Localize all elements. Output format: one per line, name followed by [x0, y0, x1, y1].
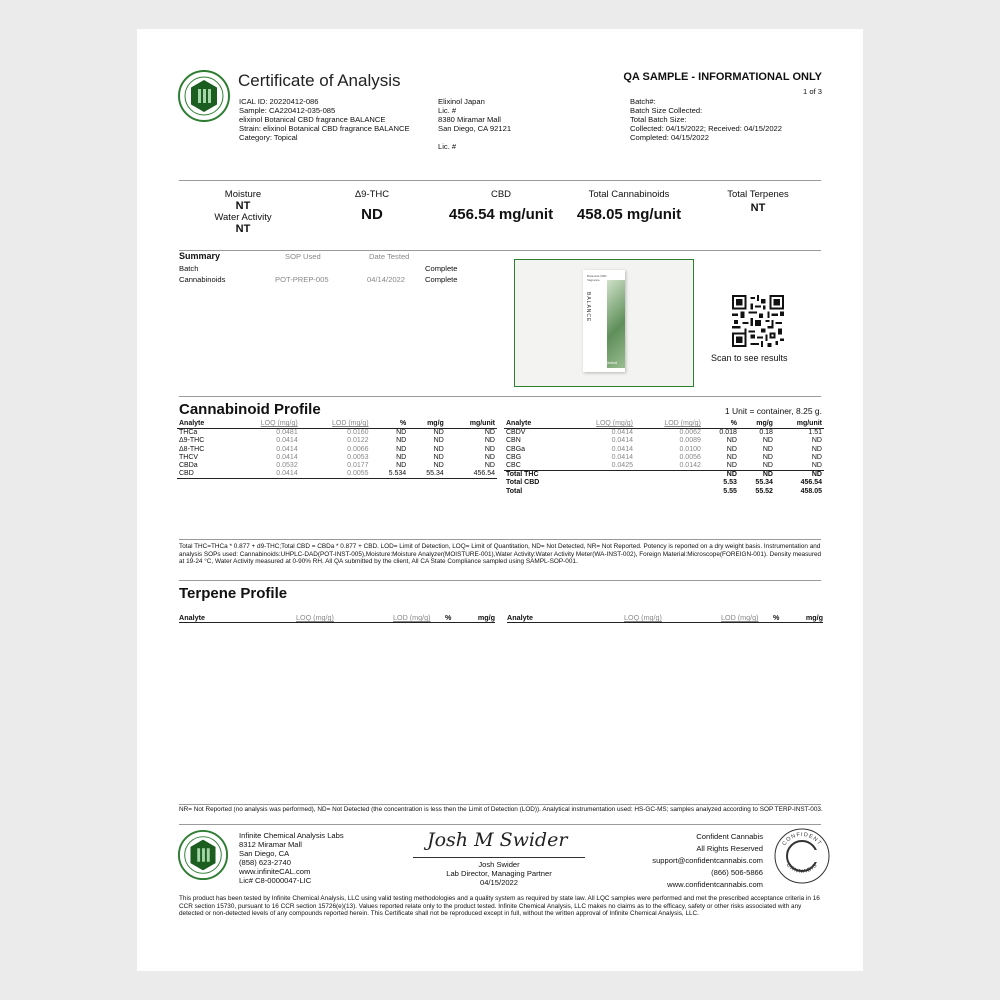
cell: 1.51	[808, 429, 822, 437]
cell: ND	[726, 453, 737, 461]
date-header: Date Tested	[369, 252, 410, 261]
product-logo: elixinol	[605, 360, 618, 365]
cc-ring-top: CONFIDENT	[781, 831, 823, 847]
cell	[635, 488, 703, 496]
cell: ND	[433, 462, 444, 470]
cell: THCa	[179, 429, 198, 437]
cell: 0.0089	[679, 437, 701, 445]
cell: 0.0062	[679, 429, 701, 437]
cell: ND	[396, 429, 407, 437]
terpene-footnote: NR= Not Reported (no analysis was performed), ND= Not Detected (the concentration is less then the Limit of Detection (LOD)). Analytical instrumentation used: HS-GC-MS; samples analyzed according to SOP TERP-INST-003.	[179, 806, 823, 813]
cell: ND	[703, 462, 739, 471]
summary-title: Summary	[179, 251, 221, 261]
cbd-stat: CBD 456.54 mg/unit	[448, 189, 554, 223]
summary-row: Cannabinoids POT-PREP-005 04/14/2022 Complete	[179, 275, 458, 284]
terpene-header-right: Analyte LOQ (mg/g) LOD (mg/g) % mg/g	[507, 613, 823, 622]
cell	[566, 488, 635, 496]
cannabinoid-table-right: Analyte LOQ (mg/g) LOD (mg/g) % mg/g mg/unit CBDV 0.0414 0.0062 0.018 0.18 1.51 CBN 0.0414 0.0089 ND ND ND CBGa 0.0414 0.0100 ND ND ND CBG 0.0414 0.0056 ND ND ND CBC 0.0425 0.0142 ND ND ND Total THC ND ND ND Total CBD 5.53 55.34 456.54 Total 5.55 55.52 458.05	[506, 420, 822, 495]
terpene-header-left: Analyte LOQ (mg/g) LOD (mg/g) % mg/g	[179, 613, 495, 622]
terpene-title: Terpene Profile	[179, 585, 288, 602]
cell	[566, 471, 635, 480]
total-row	[504, 471, 824, 480]
total-cannabinoids-stat: Total Cannabinoids 458.05 mg/unit	[576, 189, 682, 223]
cell: 0.0414	[228, 470, 300, 479]
cell: ND	[433, 445, 444, 453]
cannabinoid-title: Cannabinoid Profile	[179, 401, 321, 418]
cannabinoid-table-left: Analyte LOQ (mg/g) LOD (mg/g) % mg/g mg/unit THCa 0.0481 0.0160 ND ND ND Δ9-THC 0.0414 0.0122 ND ND ND Δ8-THC 0.0414 0.0066 ND ND ND THCV 0.0414 0.0053 ND ND ND CBDa 0.0532 0.0177 ND ND ND CBD 0.0414 0.0055 5.534 55.34 456.54	[179, 420, 495, 478]
cell: 0.0160	[347, 429, 369, 437]
cell: 0.0142	[635, 462, 703, 471]
analyte-row	[504, 429, 824, 438]
analyte-row	[177, 462, 497, 470]
cell: 458.05	[800, 487, 822, 495]
divider	[179, 539, 821, 540]
cell	[635, 471, 703, 480]
total-terpenes-stat: Total Terpenes NT	[727, 189, 789, 214]
cell: CBD	[177, 470, 228, 479]
page-title: Certificate of Analysis	[238, 71, 401, 90]
total-row	[504, 488, 824, 496]
cell: CBGa	[506, 445, 526, 453]
cell: 55.34	[408, 470, 446, 479]
cell: 0.018	[719, 429, 737, 437]
infinite-chemical-logo	[177, 829, 229, 881]
batch-info: Batch#: Batch Size Collected: Total Batch Size: Collected: 04/15/2022; Received: 04/15/2022 Completed: 04/15/2022	[630, 97, 782, 142]
divider	[179, 824, 821, 825]
analyte-row	[177, 446, 497, 454]
cell: 0.0053	[347, 453, 369, 461]
cell: 0.0066	[347, 445, 369, 453]
cell: Δ9-THC	[179, 437, 205, 445]
moisture-stat: Moisture NT Water Activity NT	[214, 189, 272, 235]
cell: 0.0122	[347, 437, 369, 445]
analyte-row	[177, 437, 497, 445]
summary-row: Batch Complete	[179, 264, 458, 273]
cell: CBDV	[506, 429, 526, 437]
cell: ND	[433, 453, 444, 461]
cell: 0.0425	[566, 462, 635, 471]
cell: 0.0056	[679, 453, 701, 461]
sop-header: SOP Used	[285, 252, 321, 261]
cc-ring-bottom: CANNABIS	[784, 862, 820, 876]
cell: ND	[484, 445, 495, 453]
cell: ND	[396, 445, 407, 453]
cell: ND	[396, 462, 407, 470]
cell: 5.53	[723, 479, 737, 487]
confident-cannabis-logo	[773, 827, 831, 885]
thc-stat: Δ9-THC ND	[354, 189, 390, 223]
lab-address: Infinite Chemical Analysis Labs 8312 Miramar Mall San Diego, CA (858) 623-2740 www.infiniteCAL.com Lic# C8-0000047-LIC	[239, 831, 344, 885]
cell: 456.54	[800, 479, 822, 487]
cell: 0.0481	[276, 429, 298, 437]
cell: ND	[433, 437, 444, 445]
cell: Total THC	[506, 471, 539, 479]
analyte-row	[504, 446, 824, 454]
cell: CBN	[506, 437, 521, 445]
product-label: Botanical CBD fragrance	[587, 274, 607, 282]
cell: ND	[433, 429, 444, 437]
cell: ND	[775, 462, 824, 471]
divider	[179, 804, 821, 805]
divider	[179, 180, 821, 181]
unit-note: 1 Unit = container, 8.25 g.	[724, 406, 822, 416]
cell: 0.0414	[276, 437, 298, 445]
cell: 55.34	[755, 479, 773, 487]
page-of: 1 of 3	[803, 87, 822, 96]
cell: CBDa	[179, 462, 198, 470]
cell: ND	[396, 453, 407, 461]
cannabinoid-footnote: Total THC=THCa * 0.877 + d9-THC;Total CBD = CBDa * 0.877 + CBD. LOD= Limit of Detection, LOQ= Limit of Quantitation, ND= Not Detected, NR= Not Reported. Potency is reported on a dry weight basis. Instrumentation and analysis SOPs used: Cannabinoids:UHPLC-DAD(POT-INST-005),Moisture:Moisture Analyzer(MOISTURE-001),Water Activity:Water Activity Meter(WA-INST-002), Foreign Material:Microscope(FOREIGN-001). Density measured at 19-24 °C, Water Activity measured at 0-90% RH. All QA submitted by the client, All CA State Compliance sampled using SAMPL-SOP-001.	[179, 543, 822, 566]
cell: ND	[811, 471, 822, 479]
cell: 0.0414	[276, 453, 298, 461]
signature: Josh M Swider	[427, 829, 568, 851]
cell: Δ8-THC	[179, 445, 205, 453]
cell: ND	[726, 471, 737, 479]
cell: ND	[811, 445, 822, 453]
product-box	[583, 270, 625, 372]
cell: Total CBD	[506, 479, 540, 487]
cell: 0.0532	[276, 462, 298, 470]
coa-page	[137, 29, 863, 971]
divider	[179, 250, 821, 251]
sample-info: ICAL ID: 20220412-086 Sample: CA220412-035-085 elixinol Botanical CBD fragrance BALANCE Strain: elixinol Botanical CBD fragrance BALANCE Category: Topical	[239, 97, 410, 142]
product-photo	[514, 259, 694, 387]
cell: 0.0177	[347, 462, 369, 470]
cell: ND	[762, 471, 773, 479]
qr-code[interactable]	[732, 295, 784, 347]
qa-label: QA SAMPLE - INFORMATIONAL ONLY	[623, 71, 822, 83]
cell: ND	[484, 429, 495, 437]
cell: 0.0100	[679, 445, 701, 453]
analyte-row	[177, 454, 497, 462]
cell: 5.534	[371, 470, 409, 479]
signer-info: Josh Swider Lab Director, Managing Partner 04/15/2022	[446, 860, 552, 887]
cell: ND	[726, 437, 737, 445]
analyte-row	[504, 462, 824, 471]
cell: 5.55	[723, 487, 737, 495]
divider	[179, 580, 821, 581]
divider	[179, 396, 821, 397]
cell: ND	[484, 453, 495, 461]
cell: 456.54	[446, 470, 497, 479]
product-brand: BALANCE	[585, 292, 591, 323]
cell: ND	[762, 445, 773, 453]
signature-line	[413, 857, 585, 858]
cell: 0.0414	[611, 437, 633, 445]
cell: 55.52	[755, 487, 773, 495]
cell: ND	[811, 453, 822, 461]
cell: ND	[484, 437, 495, 445]
cell: ND	[396, 437, 407, 445]
cell	[566, 479, 635, 487]
total-row	[504, 479, 824, 487]
client-info: Elixinol Japan Lic. # 8380 Miramar Mall San Diego, CA 92121 Lic. #	[438, 97, 512, 151]
cell: ND	[811, 437, 822, 445]
cell: ND	[726, 445, 737, 453]
disclaimer: This product has been tested by Infinite Chemical Analysis, LLC using valid testing methodologies and a quality system as required by state law. All LQC samples were performed and met the prescribed acceptance criteria in 16 CCR section 15730, pursuant to 16 CCR section 15726(e)(13). Values reported relate only to the product tested. Infinite Chemical Analysis, LLC makes no claims as to the efficacy, safety or other risks associated with any detected or non-detected levels of any compounds reported herein. This Certificate shall not be reproduced except in full, without the written approval of Infinite Chemical Analysis, LLC.	[179, 895, 820, 918]
cell	[635, 479, 703, 487]
cell: 0.18	[759, 429, 773, 437]
cell: CBC	[504, 462, 566, 471]
analyte-row	[504, 437, 824, 445]
cell: 0.0414	[611, 445, 633, 453]
cell: 0.0414	[611, 453, 633, 461]
analyte-row	[177, 429, 497, 438]
cell: CBG	[506, 453, 522, 461]
cell: Total	[506, 487, 523, 495]
cell: ND	[739, 462, 775, 471]
infinite-chemical-logo	[177, 69, 231, 123]
cc-info: Confident Cannabis All Rights Reserved support@confidentcannabis.com (866) 506-5866 www.confidentcannabis.com	[652, 832, 763, 889]
cell: ND	[762, 437, 773, 445]
cell: ND	[762, 453, 773, 461]
analyte-row	[177, 470, 497, 479]
cell: 0.0414	[276, 445, 298, 453]
cell: THCV	[179, 453, 199, 461]
cell: 0.0055	[300, 470, 371, 479]
analyte-row	[504, 454, 824, 462]
qr-caption: Scan to see results	[711, 353, 788, 363]
cell: ND	[484, 462, 495, 470]
cell: 0.0414	[611, 429, 633, 437]
